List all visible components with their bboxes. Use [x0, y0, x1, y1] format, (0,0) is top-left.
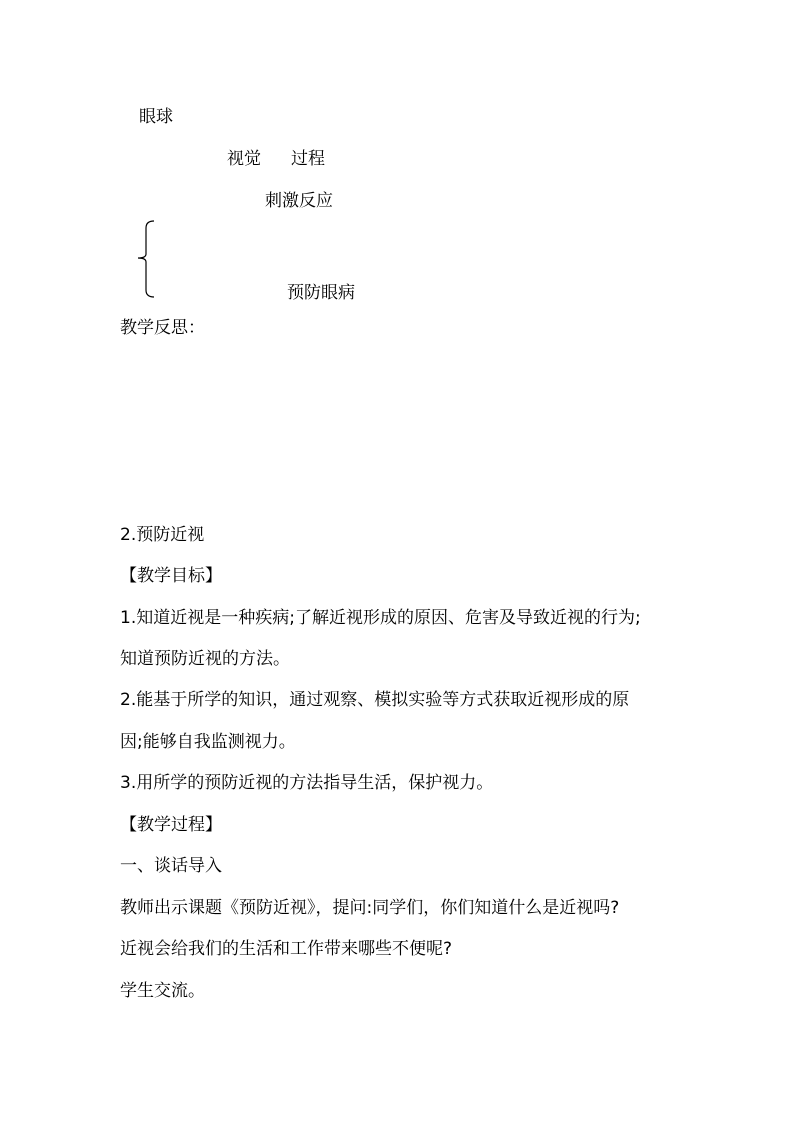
objective-line: 3.用所学的预防近视的方法指导生活，保护视力。: [120, 773, 494, 793]
board-prevent-eye-disease: 预防眼病: [287, 283, 355, 303]
process-heading: 【教学过程】: [120, 815, 222, 835]
section1-line: 教师出示课题《预防近视》，提问:同学们，你们知道什么是近视吗?: [120, 898, 620, 918]
lesson-title: 2.预防近视: [120, 525, 205, 545]
section1-line: 近视会给我们的生活和工作带来哪些不便呢?: [120, 939, 453, 959]
objective-line: 2.能基于所学的知识，通过观察、模拟实验等方式获取近视形成的原: [120, 690, 630, 710]
reflection-label: 教学反思：: [120, 318, 205, 338]
section1-heading: 一、谈话导入: [120, 856, 222, 876]
objectives-heading: 【教学目标】: [120, 566, 222, 586]
objective-line: 1.知道近视是一种疾病;了解近视形成的原因、危害及导致近视的行为;: [120, 608, 641, 628]
section1-line: 学生交流。: [120, 981, 205, 1001]
board-eyeball: 眼球: [139, 107, 173, 127]
board-vision: 视觉: [227, 149, 261, 169]
board-stimulus: 刺激反应: [265, 191, 333, 211]
objective-line: 知道预防近视的方法。: [120, 649, 290, 669]
left-brace: [136, 220, 156, 298]
objective-line: 因;能够自我监测视力。: [120, 732, 296, 752]
board-process: 过程: [291, 149, 325, 169]
